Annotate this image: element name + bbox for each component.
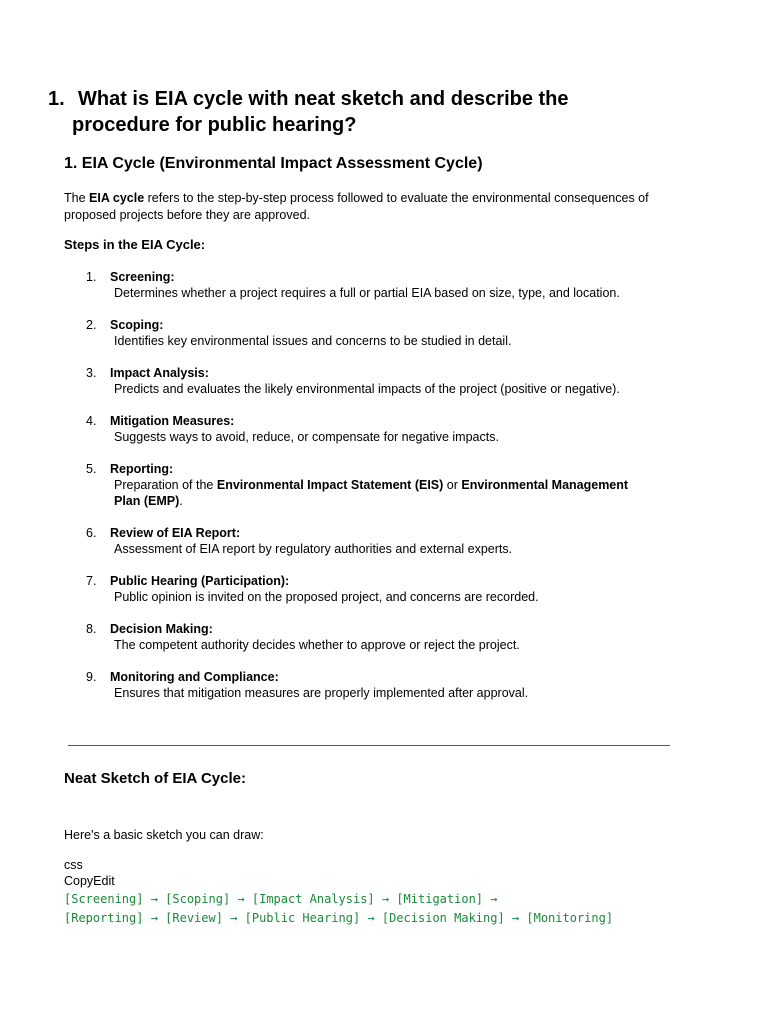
copy-edit-button[interactable]: CopyEdit (64, 874, 115, 888)
step-name: Review of EIA Report: (110, 526, 241, 540)
step-name: Mitigation Measures: (110, 414, 235, 428)
step-screening (0, 269, 768, 301)
step-description: Determines whether a project requires a full or partial EIA based on size, type, and location. (114, 286, 620, 300)
step-number: 9. (86, 670, 97, 684)
question-number: 1. (48, 88, 65, 110)
step-description: Assessment of EIA report by regulatory authorities and external experts. (114, 542, 513, 556)
step-number: 4. (86, 414, 97, 428)
step-description: Ensures that mitigation measures are properly implemented after approval. (114, 686, 529, 700)
step-number: 1. (86, 270, 97, 284)
desc-post: . (179, 494, 183, 508)
question-title (48, 86, 648, 138)
step-number: 5. (86, 462, 97, 476)
step-name: Monitoring and Compliance: (110, 670, 279, 684)
intro-bold-term: EIA cycle (89, 191, 145, 205)
step-number: 7. (86, 574, 97, 588)
step-description: Identifies key environmental issues and concerns to be studied in detail. (114, 334, 512, 348)
step-name: Impact Analysis: (110, 366, 209, 380)
step-name: Decision Making: (110, 622, 213, 636)
intro-paragraph (64, 190, 679, 223)
step-name: Scoping: (110, 318, 164, 332)
step-decision-making (0, 621, 768, 653)
code-language-label: css (64, 858, 83, 872)
steps-title: Steps in the EIA Cycle: (64, 237, 206, 252)
step-description (114, 477, 654, 509)
desc-bold-eis: Environmental Impact Statement (EIS) (216, 478, 444, 492)
step-name: Screening: (110, 270, 175, 284)
step-mitigation-measures (0, 413, 768, 445)
step-number: 8. (86, 622, 97, 636)
step-review (0, 525, 768, 557)
step-description: The competent authority decides whether to approve or reject the project. (114, 638, 520, 652)
intro-post: refers to the step-by-step process followed to evaluate the environmental consequences of proposed projects before they are approved. (64, 191, 649, 222)
sketch-title: Neat Sketch of EIA Cycle: (64, 770, 246, 787)
step-number: 2. (86, 318, 97, 332)
steps-list (0, 269, 768, 717)
question-line-2: procedure for public hearing? (72, 114, 357, 136)
section-title: 1. EIA Cycle (Environmental Impact Assessment Cycle) (64, 155, 483, 172)
step-number: 6. (86, 526, 97, 540)
desc-mid: or (443, 478, 462, 492)
step-reporting (0, 461, 768, 509)
code-line-2: [Reporting] → [Review] → [Public Hearing] → [Decision Making] → [Monitoring] (64, 911, 614, 925)
code-block (64, 890, 613, 928)
intro-pre: The (64, 191, 90, 205)
sketch-intro: Here's a basic sketch you can draw: (64, 828, 264, 842)
step-name: Public Hearing (Participation): (110, 574, 290, 588)
step-description: Suggests ways to avoid, reduce, or compensate for negative impacts. (114, 430, 499, 444)
code-line-1: [Screening] → [Scoping] → [Impact Analysis] → [Mitigation] → (64, 892, 498, 906)
horizontal-divider (68, 745, 670, 746)
step-impact-analysis (0, 365, 768, 397)
step-scoping (0, 317, 768, 349)
step-monitoring (0, 669, 768, 701)
step-public-hearing (0, 573, 768, 605)
desc-bold-emp: Environmental Management Plan (EMP) (114, 478, 629, 508)
question-line-1: What is EIA cycle with neat sketch and describe the (78, 88, 569, 110)
step-name: Reporting: (110, 462, 174, 476)
step-number: 3. (86, 366, 97, 380)
desc-pre: Preparation of the (114, 478, 217, 492)
step-description: Predicts and evaluates the likely environmental impacts of the project (positive or negative). (114, 382, 620, 396)
step-description: Public opinion is invited on the proposed project, and concerns are recorded. (114, 590, 539, 604)
